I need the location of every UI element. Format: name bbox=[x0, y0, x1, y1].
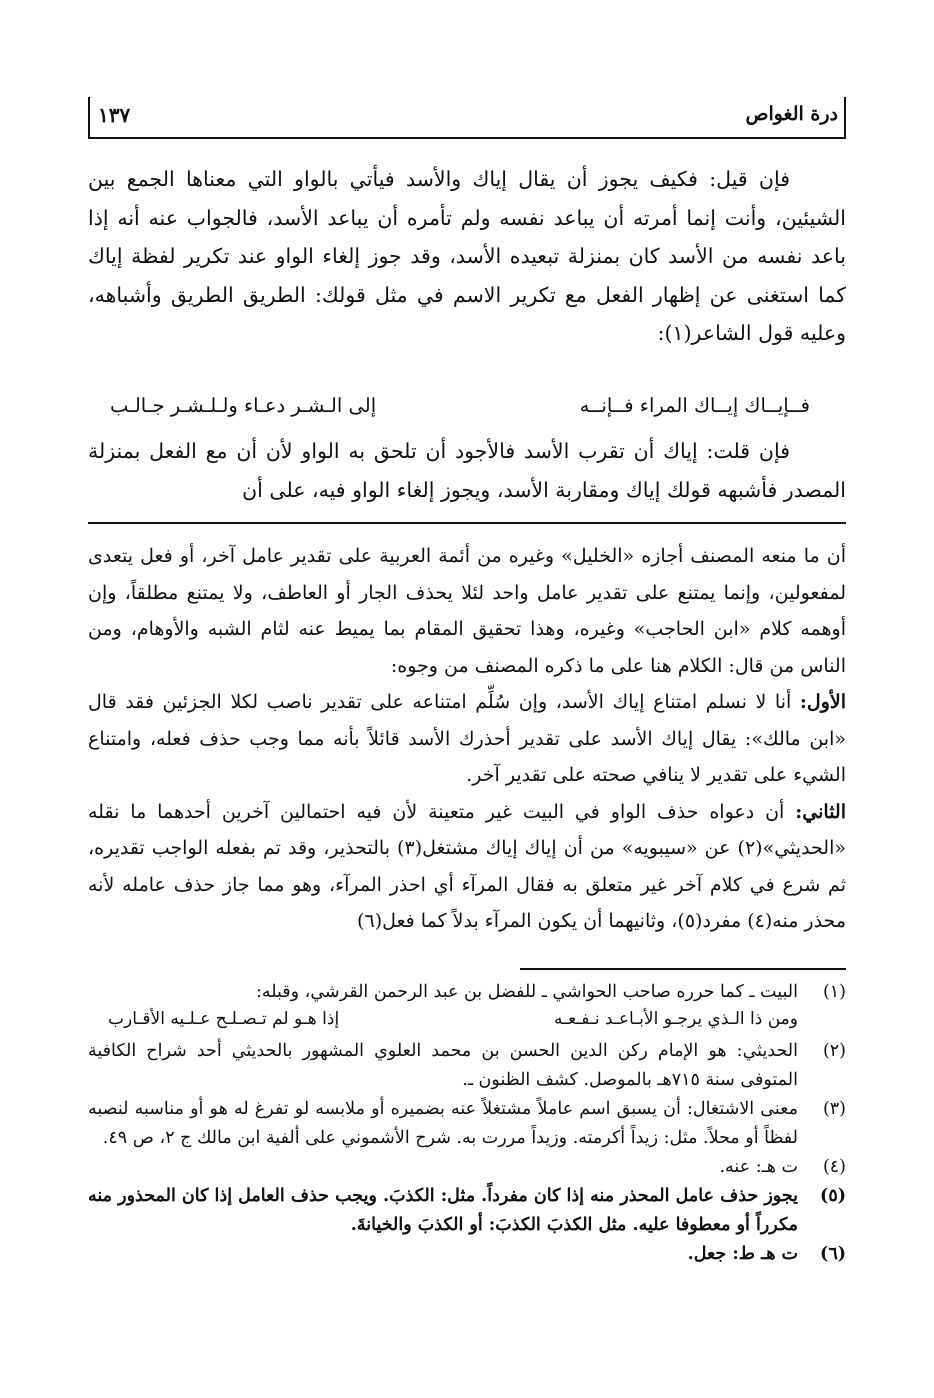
main-paragraph-1: فإن قيل: فكيف يجوز أن يقال إياك والأسد فيأتي بالواو التي معناها الجمع بين الشيئين، وأنت إنما أمرته أن يباعد نفسه ولم تأمره أن يباعد الأسد، فالجواب عنه أنه إذا باعد نفسه من الأسد كان بمنزلة تبعيده الأسد، وقد جوز إلغاء الواو عند تكرير لفظة إياك كما استغنى عن إظهار الفعل مع تكرير الاسم في مثل قولك: الطريق الطريق وأشباهه، وعليه قول الشاعر(١): bbox=[88, 167, 846, 345]
first-point-text: أنا لا نسلم امتناع إياك الأسد، وإن سُلِّم امتناعه على تقدير ناصب لكلا الجزئين فقد قال «ابن مالك»: يقال إياك الأسد على تقدير أحذرك الأسد قائلاً بأنه مما وجب حذف فعله، وامتناع الشيء على تقدير لا ينافي صحته على تقدير آخر. bbox=[88, 691, 846, 786]
footnote-number: (٥) bbox=[820, 1186, 846, 1206]
footnote-number: (١) bbox=[822, 982, 846, 1002]
footnote-text: البيت ـ كما حرره صاحب الحواشي ـ للفضل بن عبد الرحمن القرشي، وقبله: bbox=[255, 982, 798, 1002]
book-title: درة الغواص bbox=[745, 103, 838, 125]
header-left-rule bbox=[88, 97, 90, 137]
second-point-text: أن دعواه حذف الواو في البيت غير متعينة لأن فيه احتمالين آخرين أحدهما ما نقله «الحديثي»(٢) عن «سيبويه» من أن إياك إياك مشتغل(٣) بالتحذير، وقد تم بفعله الواجب تقديره، ثم شرع في كلام آخر غير متعلق به فقال المرآء أي احذر المرآء، وهو مما جاز حذف عامله لأنه محذر منه(٤) مفرد(٥)، وثانيهما أن يكون المرآء بدلاً كما فعل(٦) bbox=[88, 800, 846, 932]
footnote-text: معنى الاشتغال: أن يسبق اسم عاملاً مشتغلاً عنه بضميره أو ملابسه لو تفرغ له هو أو مناسبه لنصبه لفظاً أو محلاً. مثل: زيداً أكرمته. وزيداً مررت به. شرح الأشموني على ألفية ابن مالك ج ٢، ص ٤٩. bbox=[88, 1099, 798, 1148]
footnote-verse bbox=[88, 1007, 846, 1037]
footnote-text: ت هـ: عنه. bbox=[719, 1157, 798, 1177]
footnote-separator bbox=[520, 968, 846, 970]
footnote-text: ت هـ ط: جعل. bbox=[687, 1244, 798, 1264]
footnote-number: (٣) bbox=[822, 1099, 846, 1119]
verse-first-hemistich: فــإيــاك إيــاك المراء فــإنــه bbox=[579, 394, 810, 417]
footnote-5 bbox=[88, 1182, 846, 1240]
page-number: ١٣٧ bbox=[98, 103, 131, 127]
commentary-intro: أن ما منعه المصنف أجازه «الخليل» وغيره من أئمة العربية على تقدير عامل آخر، أو فعل يتعدى لمفعولين، وإنما يمتنع على تقدير عامل واحد لئلا يحذف الجار أو العاطف، ولا يمتنع مطلقاً، وإن أوهمه كلام «ابن الحاجب» وغيره، وهذا تحقيق المقام بما يميط عنه لثام الشبه والأوهام، ومن الناس من قال: الكلام هنا على ما ذكره المصنف من وجوه: bbox=[88, 545, 846, 677]
footnote-number: (٢) bbox=[822, 1041, 846, 1061]
header-right-rule bbox=[844, 97, 846, 137]
footnote-number: (٤) bbox=[822, 1157, 846, 1177]
commentary-separator bbox=[88, 522, 846, 524]
footnote-4 bbox=[88, 1153, 846, 1182]
main-paragraph-2: فإن قلت: إياك أن تقرب الأسد فالأجود أن تلحق به الواو لأن أن مع الفعل بمنزلة المصدر فأشبهه قولك إياك ومقاربة الأسد، ويجوز إلغاء الواو فيه، على أن bbox=[88, 439, 846, 502]
first-point-label: الأول: bbox=[799, 691, 846, 713]
footnotes bbox=[88, 978, 846, 1269]
footnote-text: يجوز حذف عامل المحذر منه إذا كان مفرداً. مثل: الكذبَ. ويجب حذف العامل إذا كان المحذور منه مكرراً أو معطوفا عليه. مثل الكذبَ الكذبَ: أو الكذبَ والخيانةَ. bbox=[88, 1186, 798, 1235]
footnote-2 bbox=[88, 1037, 846, 1095]
second-point-label: الثاني: bbox=[795, 800, 846, 823]
footnote-verse-first: ومن ذا الـذي يرجـو الأبـاعـد نـفـعـه bbox=[553, 1009, 798, 1029]
page-header bbox=[88, 97, 846, 139]
commentary-first-point bbox=[88, 684, 846, 794]
poem-verse bbox=[88, 388, 846, 432]
footnote-number: (٦) bbox=[820, 1244, 846, 1264]
footnote-1 bbox=[88, 978, 846, 1007]
main-text-continued bbox=[88, 432, 846, 509]
footnote-3 bbox=[88, 1095, 846, 1153]
footnote-verse-second: إذا هـو لم تـصـلـح عـلـيه الأقـارب bbox=[108, 1009, 340, 1029]
main-text bbox=[88, 160, 846, 353]
footnote-text: الحديثي: هو الإمام ركن الدين الحسن بن محمد العلوي المشهور بالحديثي أحد شراح الكافية المتوفى سنة ٧١٥هـ بالموصل. كشف الظنون ـ. bbox=[88, 1041, 798, 1090]
commentary-second-point bbox=[88, 794, 846, 940]
footnote-6 bbox=[88, 1240, 846, 1269]
verse-second-hemistich: إلى الـشـر دعـاء ولـلـشـر جـالـب bbox=[110, 394, 377, 417]
commentary-section bbox=[88, 538, 846, 940]
